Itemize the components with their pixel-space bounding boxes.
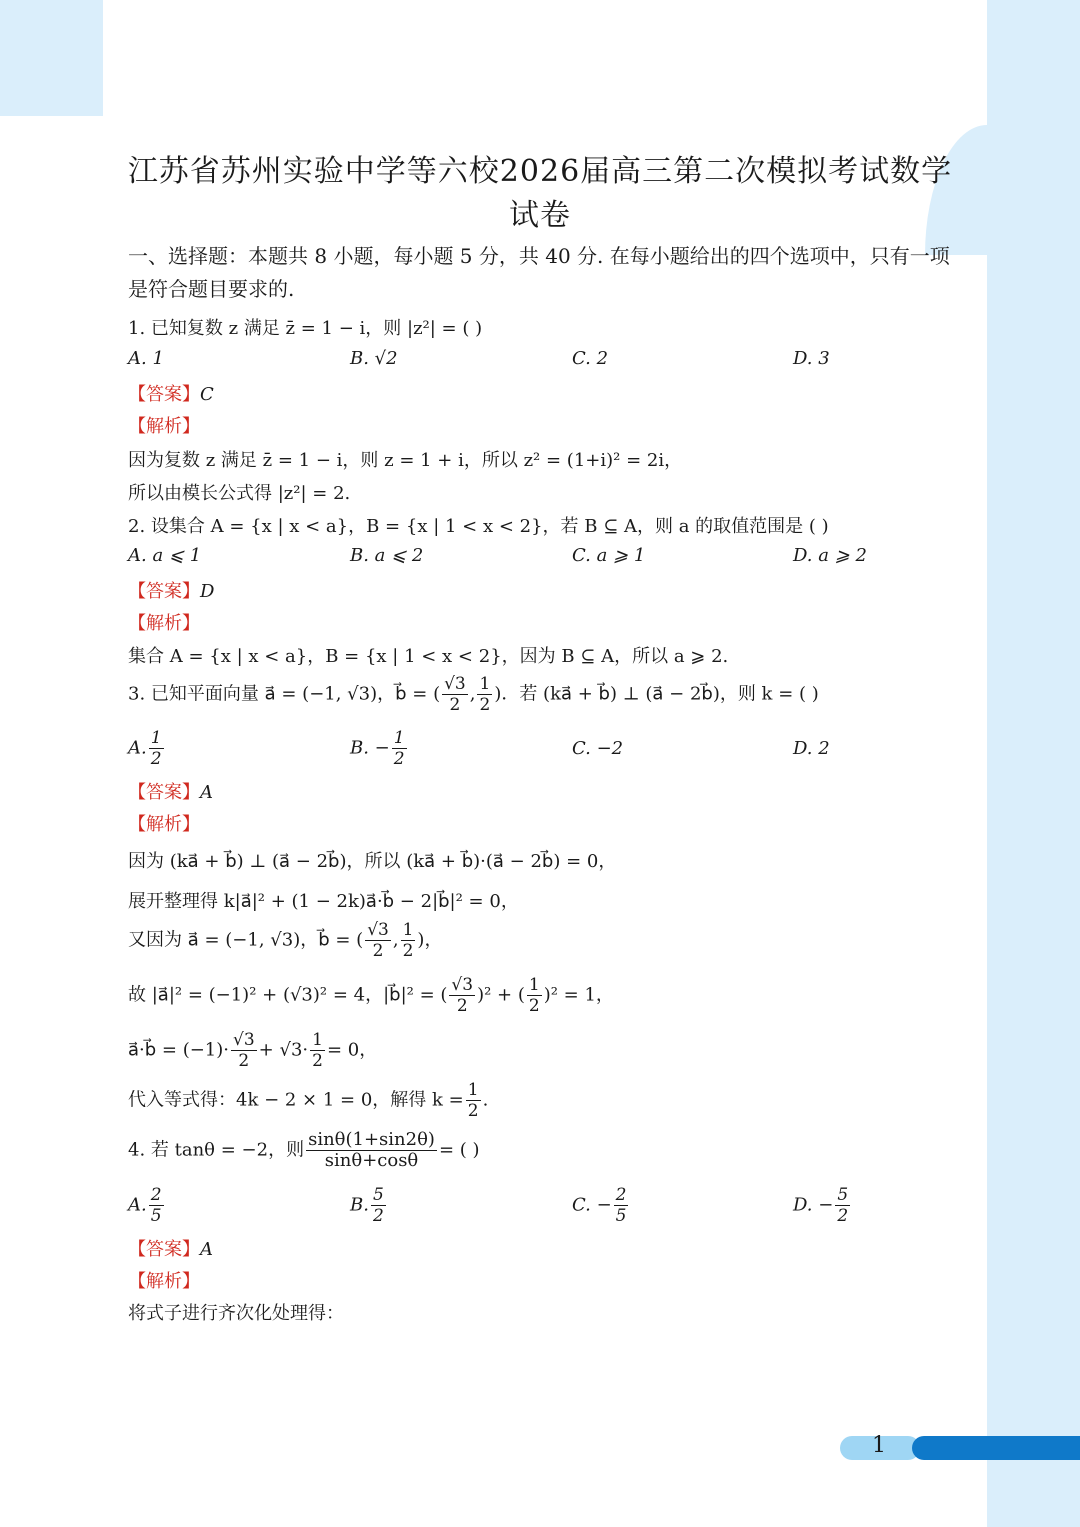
- right-margin-band: [987, 0, 1080, 1527]
- answer-label: 【答案】: [128, 1239, 200, 1260]
- analysis-label: 【解析】: [128, 1271, 200, 1292]
- q3-stem-part: 3. 已知平面向量 a⃗ = (−1, √3)，b⃗ = (: [128, 683, 441, 705]
- q4-option-a: A. $\frac{2}{5}$: [128, 1185, 162, 1226]
- analysis-label: 【解析】: [128, 613, 200, 634]
- page-title: 江苏省苏州实验中学等六校2026届高三第二次模拟考试数学试卷: [127, 154, 953, 233]
- corner-decoration: [0, 0, 103, 116]
- q1-answer: C: [200, 384, 214, 405]
- q1-option-d: D. 3: [793, 348, 830, 369]
- q4-option-b: B. $\frac{5}{2}$: [350, 1185, 384, 1226]
- fraction: $\frac{√3}{2}$: [444, 674, 466, 715]
- section-heading: 一、选择题：本题共 8 小题，每小题 5 分，共 40 分. 在每小题给出的四个选项中，只有一项是符合题目要求的.: [128, 244, 950, 301]
- answer-label: 【答案】: [128, 581, 200, 602]
- q1-analysis-line: 所以由模长公式得 |z²| = 2.: [128, 483, 351, 504]
- q3-option-b: B. − $\frac{1}{2}$: [350, 728, 405, 769]
- q2-option-b: B. a ⩽ 2: [350, 545, 424, 566]
- page-bar: [912, 1436, 1080, 1460]
- q4-analysis-line: 将式子进行齐次化处理得：: [128, 1303, 344, 1324]
- q3-option-c: C. −2: [572, 738, 624, 759]
- q3-analysis-line: 展开整理得 k|a⃗|² + (1 − 2k)a⃗·b⃗ − 2|b⃗|² = 0，: [128, 891, 519, 912]
- answer-label: 【答案】: [128, 782, 200, 803]
- q3-analysis-line: 因为 (ka⃗ + b⃗) ⊥ (a⃗ − 2b⃗)，所以 (ka⃗ + b⃗)·(a⃗ − 2b⃗) = 0，: [128, 851, 617, 872]
- q3-stem: 3. 已知平面向量 a⃗ = (−1, √3)，b⃗ = ( $\frac{√3}{2}$ , $\frac{1}{2}$ )．若 (ka⃗ + b⃗) ⊥ (a⃗ − 2b⃗)，则 k = ( ): [128, 674, 819, 715]
- page-number: 1: [872, 1433, 886, 1458]
- fraction: $\frac{1}{2}$: [479, 674, 491, 715]
- q2-answer-row: [128, 577, 214, 603]
- q2-option-a: A. a ⩽ 1: [128, 545, 202, 566]
- q2-analysis-line: 集合 A = {x | x < a}，B = {x | 1 < x < 2}，因为 B ⊆ A，所以 a ⩾ 2.: [128, 646, 729, 667]
- analysis-label: 【解析】: [128, 814, 200, 835]
- answer-label: 【答案】: [128, 384, 200, 405]
- q2-stem: 2. 设集合 A = {x | x < a}，B = {x | 1 < x < 2}，若 B ⊆ A，则 a 的取值范围是 ( ): [128, 516, 829, 537]
- q1-analysis-line: 因为复数 z 满足 z̄ = 1 − i，则 z = 1 + i，所以 z² = (1+i)² = 2i，: [128, 450, 683, 471]
- q4-option-c: C. − $\frac{2}{5}$: [572, 1185, 627, 1226]
- q3-analysis-line: 代入等式得：4k − 2 × 1 = 0，解得 k = $\frac{1}{2}$ .: [128, 1080, 489, 1121]
- q4-stem: 4. 若 tanθ = −2，则 $\frac{\sin\theta(1+\sin 2\theta)}{\sin\theta+\cos\theta}$ = ( ): [128, 1129, 480, 1171]
- q3-answer-row: [128, 778, 213, 804]
- q2-option-c: C. a ⩾ 1: [572, 545, 646, 566]
- q2-option-d: D. a ⩾ 2: [793, 545, 867, 566]
- q3-stem-part: )．若 (ka⃗ + b⃗) ⊥ (a⃗ − 2b⃗)，则 k = ( ): [494, 683, 819, 705]
- q3-option-d: D. 2: [793, 738, 830, 759]
- q3-analysis-line: 故 |a⃗|² = (−1)² + (√3)² = 4，|b⃗|² = ( $\frac{√3}{2}$ )² + ( $\frac{1}{2}$ )² = 1，: [128, 975, 614, 1016]
- q2-answer: D: [200, 581, 215, 602]
- q3-analysis-line: a⃗·b⃗ = (−1)· $\frac{√3}{2}$ + √3· $\frac{1}{2}$ = 0，: [128, 1030, 378, 1071]
- q4-option-d: D. − $\frac{5}{2}$: [793, 1185, 849, 1226]
- q4-answer-row: [128, 1235, 213, 1261]
- q1-answer-row: [128, 380, 214, 406]
- q3-analysis-line: 又因为 a⃗ = (−1, √3)，b⃗ = ( $\frac{√3}{2}$ , $\frac{1}{2}$ )，: [128, 920, 443, 961]
- q1-option-a: A. 1: [128, 348, 164, 369]
- q1-stem: 1. 已知复数 z 满足 z̄ = 1 − i，则 |z²| = ( ): [128, 318, 483, 339]
- q3-answer: A: [200, 782, 213, 803]
- analysis-label: 【解析】: [128, 416, 200, 437]
- q3-option-a: A. $\frac{1}{2}$: [128, 728, 162, 769]
- q1-option-b: B. √2: [350, 348, 398, 369]
- q4-answer: A: [200, 1239, 213, 1260]
- q1-option-c: C. 2: [572, 348, 609, 369]
